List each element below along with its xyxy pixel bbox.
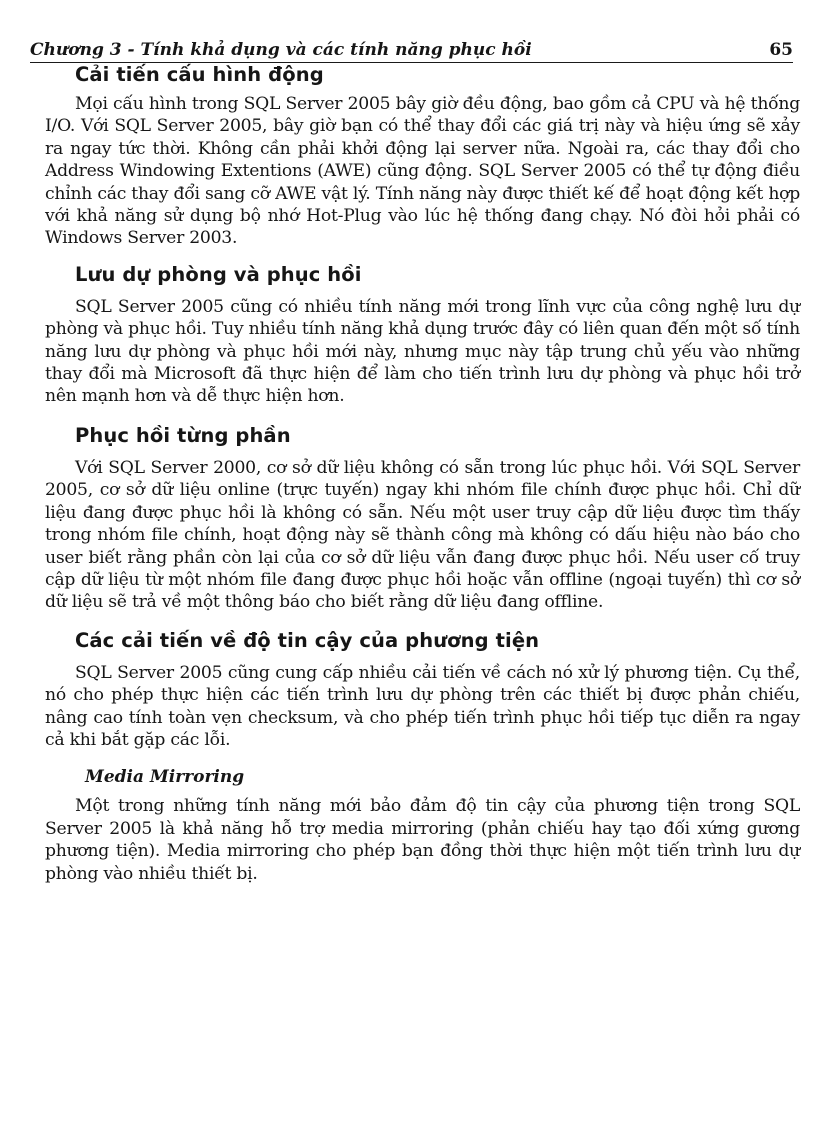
section-heading-media-reliability: Các cải tiến về độ tin cậy của phương tiện: [75, 628, 540, 652]
chapter-title: Chương 3 - Tính khả dụng và các tính năng phục hồi: [30, 40, 532, 60]
page-body: [45, 60, 800, 885]
section-heading-backup-restore: Lưu dự phòng và phục hồi: [75, 262, 362, 286]
subsection-paragraph-media-mirroring: Một trong những tính năng mới bảo đảm độ tin cậy của phương tiện trong SQL Server 2005 là khả năng hỗ trợ media mirroring (phản chiếu hay tạo đối xứng gương phương tiện). Media mirroring cho phép bạn đồng thời thực hiện một tiến trình lưu dự phòng vào nhiều thiết bị.: [45, 796, 800, 884]
section-heading-partial-restore: Phục hồi từng phần: [75, 423, 291, 447]
section-heading-dynamic-configuration: Cải tiến cấu hình động: [75, 63, 324, 86]
section-paragraph-partial-restore: Với SQL Server 2000, cơ sở dữ liệu không có sẵn trong lúc phục hồi. Với SQL Server 2005, cơ sở dữ liệu online (trực tuyến) ngay khi nhóm file chính được phục hồi. Chỉ dữ liệu đang được phục hồi là không có sẵn. Nếu một user truy cập dữ liệu được tìm thấy trong nhóm file chính, hoạt động này sẽ thành công mà không có dấu hiệu nào báo cho user biết rằng phần còn lại của cơ sở dữ liệu vẫn đang được phục hồi. Nếu user cố truy cập dữ liệu từ một nhóm file đang được phục hồi hoặc vẫn offline (ngoại tuyến) thì cơ sở dữ liệu sẽ trả về một thông báo cho biết rằng dữ liệu đang offline.: [45, 457, 800, 613]
section-paragraph-media-reliability: SQL Server 2005 cũng cung cấp nhiều cải tiến về cách nó xử lý phương tiện. Cụ thể, nó cho phép thực hiện các tiến trình lưu dự phòng trên các thiết bị được phản chiếu, nâng cao tính toàn vẹn checksum, và cho phép tiến trình phục hồi tiếp tục diễn ra ngay cả khi bắt gặp các lỗi.: [45, 662, 800, 750]
page-number: 65: [769, 40, 793, 60]
subsection-heading-media-mirroring: Media Mirroring: [85, 767, 245, 788]
section-paragraph-dynamic-configuration: Mọi cấu hình trong SQL Server 2005 bây giờ đều động, bao gồm cả CPU và hệ thống I/O. Với SQL Server 2005, bây giờ bạn có thể thay đổi các giá trị này và hiệu ứng sẽ xảy ra ngay tức thời. Không cần phải khởi động lại server nữa. Ngoài ra, các thay đổi cho Address Windowing Extentions (AWE) cũng động. SQL Server 2005 có thể tự động điều chỉnh các thay đổi sang cỡ AWE vật lý. Tính năng này được thiết kế để hoạt động kết hợp với khả năng sử dụng bộ nhớ Hot-Plug vào lúc hệ thống đang chạy. Nó đòi hỏi phải có Windows Server 2003.: [45, 94, 800, 249]
section-paragraph-backup-restore: SQL Server 2005 cũng có nhiều tính năng mới trong lĩnh vực của công nghệ lưu dự phòng và phục hồi. Tuy nhiều tính năng khả dụng trước đây có liên quan đến một số tính năng lưu dự phòng và phục hồi mới này, nhưng mục này tập trung chủ yếu vào những thay đổi mà Microsoft đã thực hiện để làm cho tiến trình lưu dự phòng và phục hồi trở nên mạnh hơn và dễ thực hiện hơn.: [45, 296, 800, 407]
